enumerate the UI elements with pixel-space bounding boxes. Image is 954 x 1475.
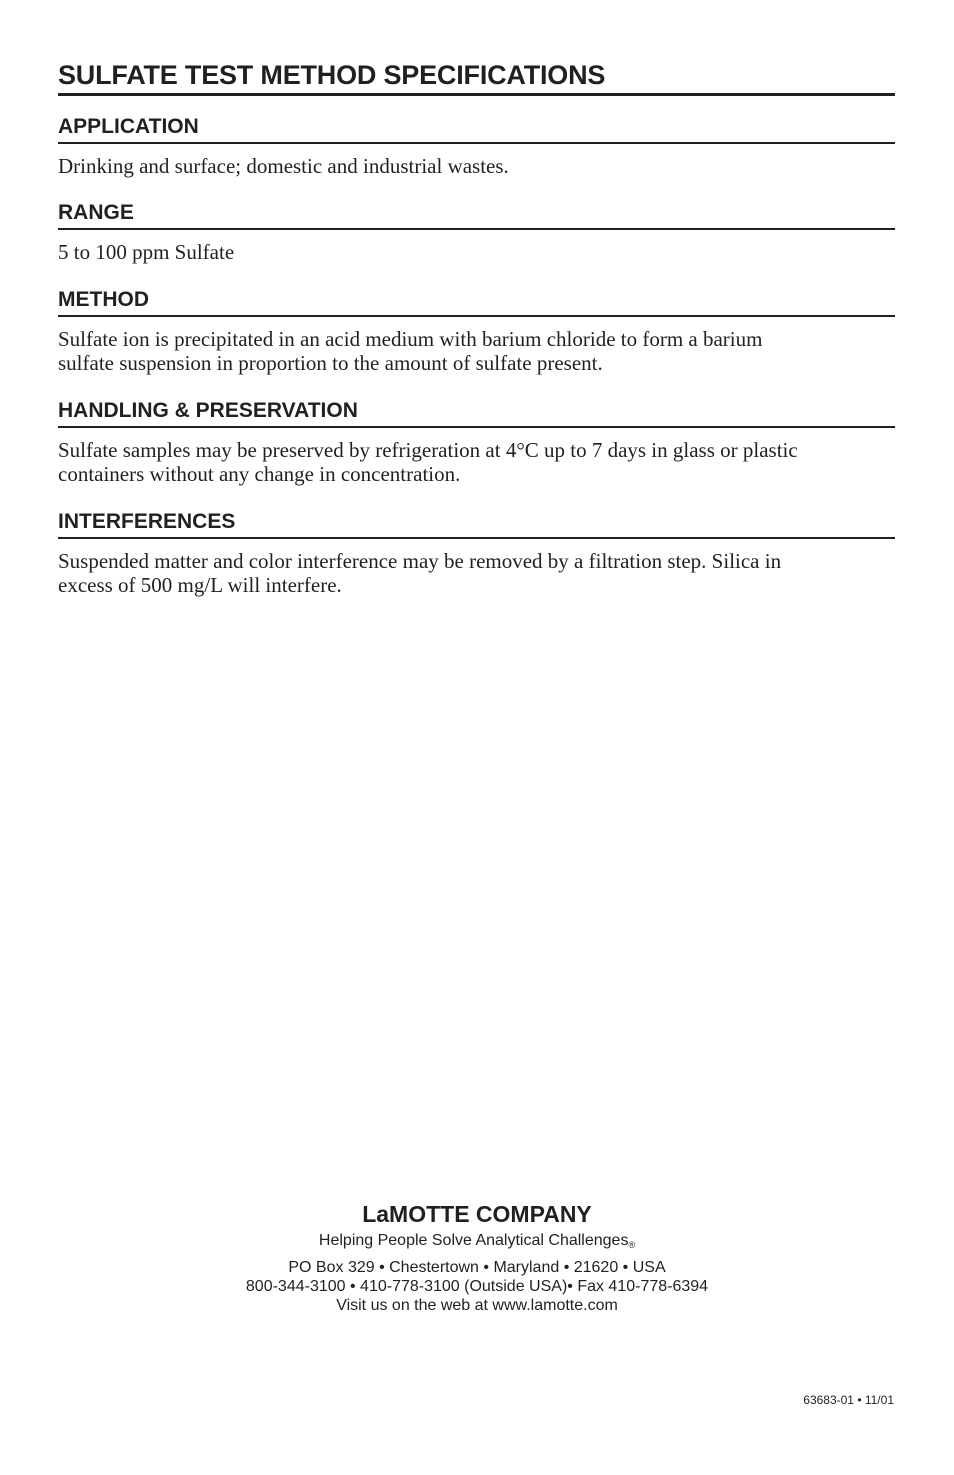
website-line: Visit us on the web at www.lamotte.com (336, 1297, 618, 1314)
section-handling-preservation (58, 398, 895, 486)
company-tagline (0, 1230, 954, 1252)
body-line: excess of 500 mg/L will interfere. (58, 573, 342, 597)
company-footer (0, 1198, 954, 1315)
contact-block (0, 1258, 954, 1315)
title-divider (58, 93, 895, 96)
section-body (58, 154, 895, 178)
section-body (58, 240, 895, 264)
section-heading: RANGE (58, 200, 895, 230)
section-body (58, 327, 895, 375)
tagline-text: Helping People Solve Analytical Challenges (318, 1232, 629, 1249)
body-line: 5 to 100 ppm Sulfate (58, 240, 235, 264)
section-application (58, 114, 895, 178)
section-heading: HANDLING & PRESERVATION (58, 398, 895, 428)
section-body (58, 549, 895, 597)
body-line: Sulfate ion is precipitated in an acid medium with barium chloride to form a barium (58, 327, 763, 351)
body-line: sulfate suspension in proportion to the amount of sulfate present. (58, 351, 603, 375)
body-line: Drinking and surface; domestic and industrial wastes. (58, 154, 509, 178)
body-line: Suspended matter and color interference may be removed by a filtration step. Silica in (58, 549, 782, 573)
section-range (58, 200, 895, 264)
postal-address: PO Box 329 • Chestertown • Maryland • 21620 • USA (288, 1259, 666, 1276)
company-name: LaMOTTE COMPANY (362, 1201, 592, 1227)
document-code: 63683-01 • 11/01 (803, 1393, 894, 1407)
section-heading: METHOD (58, 287, 895, 317)
registered-mark: ® (628, 1240, 636, 1250)
page-title: SULFATE TEST METHOD SPECIFICATIONS (58, 60, 606, 90)
section-heading: APPLICATION (58, 114, 895, 144)
section-body (58, 438, 895, 486)
body-line: containers without any change in concentration. (58, 462, 461, 486)
section-heading: INTERFERENCES (58, 509, 895, 539)
phone-numbers: 800-344-3100 • 410-778-3100 (Outside USA)• Fax 410-778-6394 (245, 1278, 709, 1295)
body-line: Sulfate samples may be preserved by refrigeration at 4°C up to 7 days in glass or plastic (58, 438, 798, 462)
section-interferences (58, 509, 895, 597)
section-method (58, 287, 895, 375)
